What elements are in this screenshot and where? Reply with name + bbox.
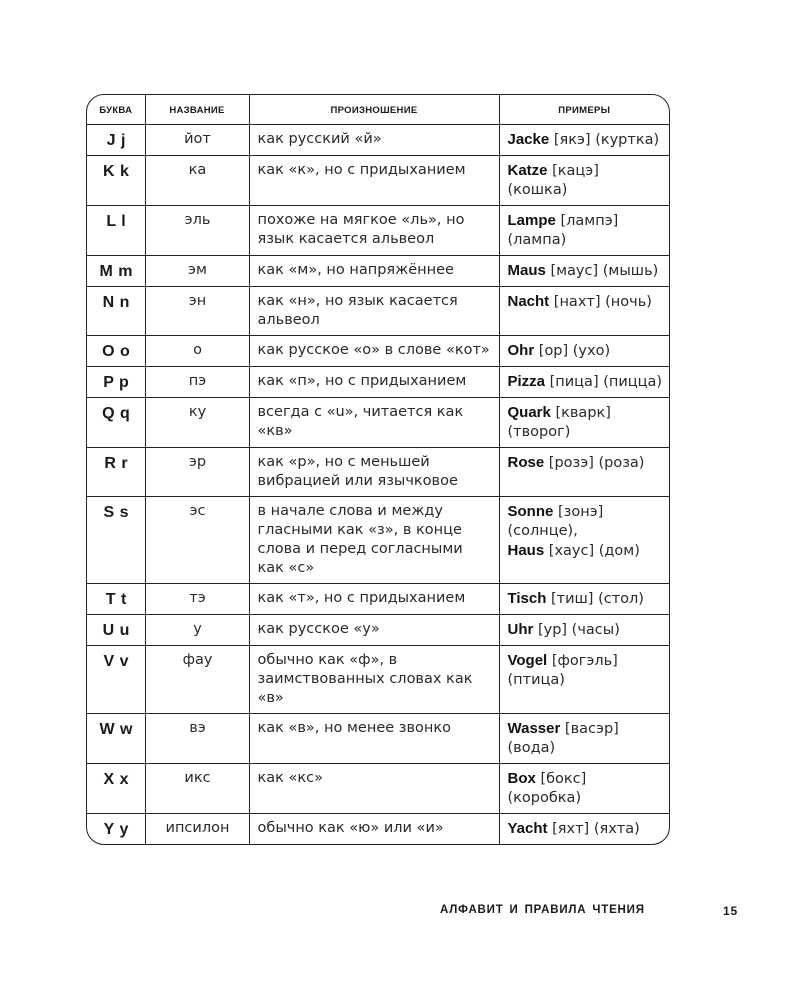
letter-cell: V v	[87, 646, 145, 714]
example-word: Tisch	[507, 590, 547, 607]
table-row	[87, 764, 669, 814]
table-row	[87, 206, 669, 256]
letter-name-cell: йот	[145, 125, 249, 156]
example-entry	[508, 292, 664, 312]
table-body	[87, 125, 669, 845]
example-entry	[508, 341, 664, 361]
pronunciation-cell: похоже на мягкое «ль», но язык касается альвеол	[249, 206, 499, 256]
letter-name-cell: эм	[145, 256, 249, 287]
letter-cell: P p	[87, 367, 145, 398]
example-word: Nacht	[507, 293, 550, 310]
table-row	[87, 256, 669, 287]
pronunciation-cell: в начале слова и между гласными как «з», в конце слова и перед согласными как «с»	[249, 497, 499, 584]
example-transcription: [маус] (мышь)	[545, 263, 659, 279]
example-entry	[508, 453, 664, 473]
examples-cell	[499, 646, 669, 714]
pronunciation-cell: как «п», но с придыханием	[249, 367, 499, 398]
example-word: Lampe	[507, 212, 556, 229]
pronunciation-cell: как «к», но с придыханием	[249, 156, 499, 206]
letter-name-cell: эль	[145, 206, 249, 256]
letter-cell: N n	[87, 287, 145, 336]
letter-name-cell: эс	[145, 497, 249, 584]
letter-cell: U u	[87, 615, 145, 646]
example-transcription: [пица] (пицца)	[545, 374, 663, 390]
examples-cell	[499, 764, 669, 814]
table-row	[87, 287, 669, 336]
letter-name-cell: вэ	[145, 714, 249, 764]
table-row	[87, 714, 669, 764]
letter-name-cell: ка	[145, 156, 249, 206]
examples-cell	[499, 448, 669, 497]
example-entry	[508, 161, 664, 200]
examples-cell	[499, 398, 669, 448]
pronunciation-cell: как «р», но с меньшей вибрацией или язычковое	[249, 448, 499, 497]
example-word: Box	[507, 770, 536, 787]
letter-name-cell: тэ	[145, 584, 249, 615]
table-row	[87, 125, 669, 156]
examples-cell	[499, 814, 669, 845]
examples-cell	[499, 125, 669, 156]
example-word: Pizza	[507, 373, 546, 390]
example-transcription: [бокс] (коробка)	[507, 771, 587, 806]
table-row	[87, 398, 669, 448]
letter-name-cell: эр	[145, 448, 249, 497]
examples-cell	[499, 584, 669, 615]
example-entry	[508, 130, 664, 150]
example-word: Vogel	[507, 652, 548, 669]
example-entry	[508, 372, 664, 392]
example-entry	[508, 502, 664, 541]
example-transcription: [хаус] (дом)	[544, 543, 640, 559]
table-row	[87, 615, 669, 646]
example-transcription: [лампэ] (лампа)	[507, 213, 619, 248]
example-entry	[508, 403, 664, 442]
table-row	[87, 448, 669, 497]
example-word: Ohr	[507, 342, 535, 359]
pronunciation-cell: как «в», но менее звонко	[249, 714, 499, 764]
example-entry	[508, 541, 664, 561]
alphabet-table-frame	[86, 94, 670, 845]
letter-cell: J j	[87, 125, 145, 156]
table-row	[87, 367, 669, 398]
examples-cell	[499, 287, 669, 336]
header-name: НАЗВАНИЕ	[145, 95, 249, 125]
example-word: Jacke	[507, 131, 550, 148]
letter-name-cell: о	[145, 336, 249, 367]
letter-cell: W w	[87, 714, 145, 764]
example-transcription: [кацэ] (кошка)	[507, 163, 599, 198]
letter-cell: O o	[87, 336, 145, 367]
letter-cell: Q q	[87, 398, 145, 448]
example-word: Maus	[507, 262, 546, 279]
example-transcription: [фогэль] (птица)	[507, 653, 618, 688]
example-word: Quark	[507, 404, 551, 421]
examples-cell	[499, 615, 669, 646]
example-word: Sonne	[507, 503, 554, 520]
table-row	[87, 814, 669, 845]
letter-cell: R r	[87, 448, 145, 497]
page-number: 15	[723, 904, 738, 918]
letter-cell: T t	[87, 584, 145, 615]
letter-name-cell: эн	[145, 287, 249, 336]
examples-cell	[499, 206, 669, 256]
example-word: Haus	[507, 542, 545, 559]
letter-cell: L l	[87, 206, 145, 256]
examples-cell	[499, 497, 669, 584]
examples-cell	[499, 156, 669, 206]
example-entry	[508, 261, 664, 281]
pronunciation-cell: как «н», но язык касается альвеол	[249, 287, 499, 336]
example-entry	[508, 719, 664, 758]
example-transcription: [ур] (часы)	[533, 622, 620, 638]
letter-cell: S s	[87, 497, 145, 584]
example-transcription: [зонэ] (солнце),	[507, 504, 604, 539]
pronunciation-cell: как русское «у»	[249, 615, 499, 646]
example-entry	[508, 819, 664, 839]
example-word: Yacht	[507, 820, 548, 837]
example-transcription: [яхт] (яхта)	[547, 821, 640, 837]
example-word: Wasser	[507, 720, 561, 737]
example-transcription: [ор] (ухо)	[534, 343, 611, 359]
letter-name-cell: пэ	[145, 367, 249, 398]
table-row	[87, 646, 669, 714]
header-pronunciation: ПРОИЗНОШЕНИЕ	[249, 95, 499, 125]
example-word: Katze	[507, 162, 548, 179]
example-transcription: [нахт] (ночь)	[549, 294, 652, 310]
example-transcription: [якэ] (куртка)	[549, 132, 660, 148]
examples-cell	[499, 367, 669, 398]
pronunciation-cell: как русский «й»	[249, 125, 499, 156]
example-entry	[508, 769, 664, 808]
example-entry	[508, 589, 664, 609]
pronunciation-cell: обычно как «ф», в заимствованных словах как «в»	[249, 646, 499, 714]
pronunciation-cell: всегда с «u», читается как «кв»	[249, 398, 499, 448]
header-letter: БУКВА	[87, 95, 145, 125]
letter-cell: M m	[87, 256, 145, 287]
letter-name-cell: икс	[145, 764, 249, 814]
letter-name-cell: фау	[145, 646, 249, 714]
pronunciation-cell: как русское «о» в слове «кот»	[249, 336, 499, 367]
section-title: АЛФАВИТ И ПРАВИЛА ЧТЕНИЯ	[440, 904, 645, 916]
example-transcription: [васэр] (вода)	[507, 721, 619, 756]
example-transcription: [тиш] (стол)	[546, 591, 644, 607]
pronunciation-cell: обычно как «ю» или «и»	[249, 814, 499, 845]
example-word: Uhr	[507, 621, 534, 638]
examples-cell	[499, 256, 669, 287]
letter-cell: K k	[87, 156, 145, 206]
table-row	[87, 336, 669, 367]
letter-name-cell: у	[145, 615, 249, 646]
examples-cell	[499, 714, 669, 764]
examples-cell	[499, 336, 669, 367]
example-transcription: [кварк] (творог)	[507, 405, 611, 440]
header-examples: ПРИМЕРЫ	[499, 95, 669, 125]
table-row	[87, 584, 669, 615]
letter-name-cell: ипсилон	[145, 814, 249, 845]
letter-cell: Y y	[87, 814, 145, 845]
example-entry	[508, 651, 664, 690]
table-row	[87, 497, 669, 584]
letter-name-cell: ку	[145, 398, 249, 448]
alphabet-table	[87, 95, 669, 844]
example-transcription: [розэ] (роза)	[544, 455, 645, 471]
letter-cell: X x	[87, 764, 145, 814]
pronunciation-cell: как «т», но с придыханием	[249, 584, 499, 615]
table-header-row	[87, 95, 669, 125]
example-word: Rose	[507, 454, 545, 471]
pronunciation-cell: как «кс»	[249, 764, 499, 814]
example-entry	[508, 211, 664, 250]
table-row	[87, 156, 669, 206]
example-entry	[508, 620, 664, 640]
pronunciation-cell: как «м», но напряжённее	[249, 256, 499, 287]
